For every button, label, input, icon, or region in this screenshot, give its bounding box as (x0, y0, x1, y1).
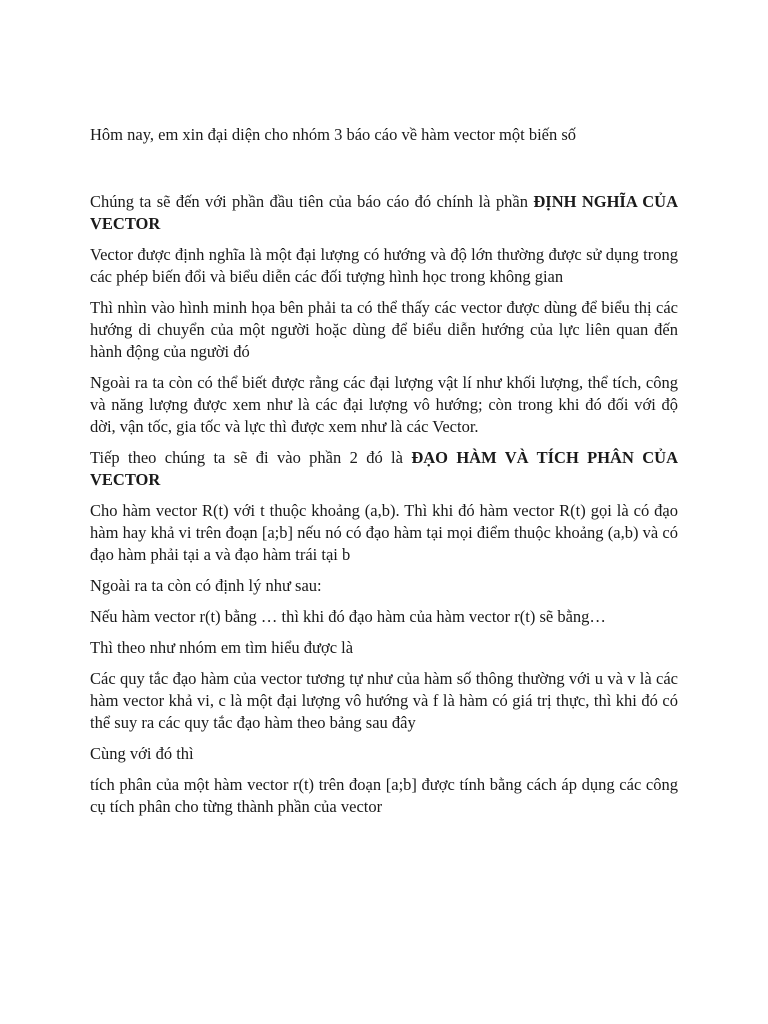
section-1-intro-paragraph (90, 191, 678, 235)
paragraph-text: Vector được định nghĩa là một đại lượng có hướng và độ lớn thường được sử dụng trong các phép biến đổi và biểu diễn các đối tượng hình học trong không gian (90, 245, 678, 286)
paragraph-text: Hôm nay, em xin đại diện cho nhóm 3 báo cáo về hàm vector một biến số (90, 125, 577, 144)
integral-paragraph (90, 774, 678, 818)
paragraph-text: Cho hàm vector R(t) với t thuộc khoảng (a,b). Thì khi đó hàm vector R(t) gọi là có đạo hàm hay khả vi trên đoạn [a;b] nếu nó có đạo hàm tại mọi điểm thuộc khoảng (a,b) và có đạo hàm phải tại a và đạo hàm trái tại b (90, 501, 678, 564)
derivative-rules-paragraph (90, 668, 678, 734)
scalar-vector-paragraph (90, 372, 678, 438)
paragraph-text: Chúng ta sẽ đến với phần đầu tiên của báo cáo đó chính là phần (90, 192, 534, 211)
paragraph-text: Tiếp theo chúng ta sẽ đi vào phần 2 đó là (90, 448, 412, 467)
paragraph-text: Ngoài ra ta còn có định lý như sau: (90, 576, 322, 595)
paragraph-text: Ngoài ra ta còn có thể biết được rằng các đại lượng vật lí như khối lượng, thể tích, công và năng lượng được xem như là các đại lượng vô hướng; còn trong khi đó đối với độ dời, vận tốc, gia tốc và lực thì được xem như là các Vector. (90, 373, 678, 436)
paragraph-text: Thì nhìn vào hình minh họa bên phải ta có thể thấy các vector được dùng để biểu thị các hướng di chuyển của một người hoặc dùng để biểu diễn hướng của lực liên quan đến hành động của người đó (90, 298, 678, 361)
vector-definition-paragraph (90, 244, 678, 288)
findings-paragraph (90, 637, 678, 659)
paragraph-text: Nếu hàm vector r(t) bằng … thì khi đó đạo hàm của hàm vector r(t) sẽ bằng… (90, 607, 606, 626)
section-1-heading: ĐỊNH NGHĨA CỦA VECTOR (90, 192, 678, 233)
paragraph-text: tích phân của một hàm vector r(t) trên đoạn [a;b] được tính bằng cách áp dụng các công cụ tích phân cho từng thành phần của vector (90, 775, 678, 816)
illustration-paragraph (90, 297, 678, 363)
paragraph-text: Thì theo như nhóm em tìm hiểu được là (90, 638, 354, 657)
theorem-intro-paragraph (90, 575, 678, 597)
paragraph-text: Cùng với đó thì (90, 744, 194, 763)
theorem-paragraph (90, 606, 678, 628)
transition-paragraph (90, 743, 678, 765)
section-2-heading: ĐẠO HÀM VÀ TÍCH PHÂN CỦA VECTOR (90, 448, 678, 489)
section-2-intro-paragraph (90, 447, 678, 491)
paragraph-text: Các quy tắc đạo hàm của vector tương tự như của hàm số thông thường với u và v là các hàm vector khả vi, c là một đại lượng vô hướng và f là hàm có giá trị thực, thì khi đó có thể suy ra các quy tắc đạo hàm theo bảng sau đây (90, 669, 678, 732)
intro-paragraph (90, 124, 678, 146)
derivative-definition-paragraph (90, 500, 678, 566)
